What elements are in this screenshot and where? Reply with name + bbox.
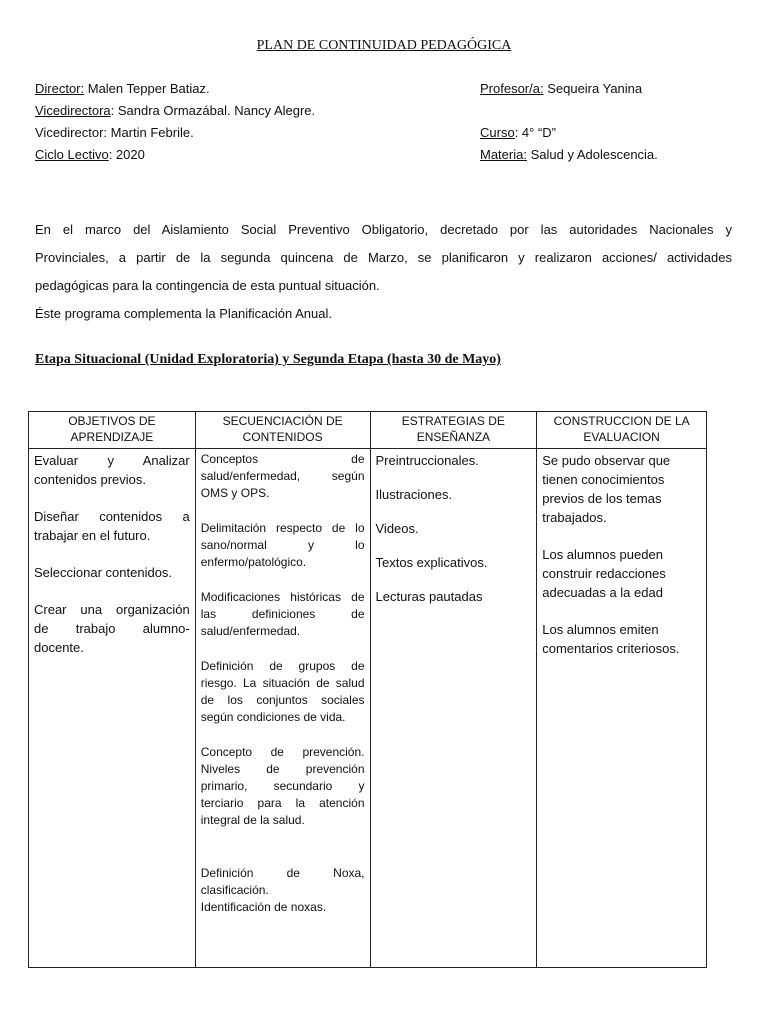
vicedirector-line: Vicedirector: Martin Febrile. (35, 125, 194, 140)
estrategia-item: Ilustraciones. (375, 487, 453, 502)
header-objetivos (29, 412, 196, 449)
estrategia-item: Textos explicativos. (375, 555, 488, 570)
intro-line-4: Éste programa complementa la Planificación Anual. (35, 306, 332, 321)
intro-line-2: Provinciales, a partir de la segunda quincena de Marzo, se planificaron y realizaron acciones/ actividades (35, 250, 732, 265)
contenido-line: salud/enfermedad, según (200, 469, 365, 483)
cell-contenidos (195, 449, 370, 968)
cell-estrategias (370, 449, 537, 968)
table-header-row (29, 412, 707, 449)
objetivo-item (34, 451, 190, 489)
header-objetivos-l1: OBJETIVOS DE (68, 414, 156, 428)
objetivo-line: Diseñar contenidos a (34, 509, 190, 524)
objetivo-line: de trabajo alumno- (34, 621, 190, 636)
header-estrategias (370, 412, 537, 449)
evaluacion-item (542, 545, 701, 602)
header-objetivos-l2: APRENDIZAJE (70, 430, 154, 444)
table-body-row (29, 449, 707, 968)
objetivo-item (34, 563, 190, 582)
header-evaluacion-l2: EVALUACION (583, 430, 660, 444)
evaluacion-line: Los alumnos pueden (542, 547, 663, 562)
contenido-line: terciario para la atención (200, 796, 365, 810)
evaluacion-item (542, 451, 701, 527)
contenido-item (201, 451, 365, 502)
director-line (35, 81, 210, 97)
director-label: Director: (35, 81, 85, 96)
ciclo-label: Ciclo Lectivo (35, 147, 109, 162)
contenido-line: Delimitación respecto de lo (200, 521, 365, 535)
estrategia-item: Preintruccionales. (375, 453, 479, 468)
objetivo-item (34, 600, 190, 657)
contenido-line: las definiciones de (200, 607, 365, 621)
director-value: Malen Tepper Batiaz. (84, 81, 210, 96)
evaluacion-item (542, 620, 701, 658)
header-evaluacion (537, 412, 707, 449)
vicedirectora-value: : Sandra Ormazábal. Nancy Alegre. (110, 103, 316, 118)
evaluacion-line: adecuadas a la edad (542, 585, 663, 600)
evaluacion-line: Se pudo observar que (542, 453, 671, 468)
evaluacion-line: comentarios criteriosos. (542, 641, 680, 656)
vicedirectora-label: Vicedirectora (35, 103, 111, 118)
contenido-line: Niveles de prevención (200, 762, 365, 776)
contenido-item (201, 744, 365, 829)
header-contenidos-l2: CONTENIDOS (242, 430, 323, 444)
objetivo-line: Evaluar y Analizar (34, 453, 190, 468)
ciclo-lectivo-line (35, 147, 145, 163)
plan-table (28, 411, 707, 968)
profesor-line (480, 81, 642, 97)
estrategia-item: Lecturas pautadas (375, 589, 483, 604)
contenido-line: de los conjuntos sociales (200, 693, 365, 707)
contenido-item (201, 589, 365, 640)
ciclo-value: : 2020 (108, 147, 145, 162)
estrategia-item: Videos. (375, 521, 419, 536)
profesor-label: Profesor/a: (480, 81, 544, 96)
header-contenidos (195, 412, 370, 449)
section-title: Etapa Situacional (Unidad Exploratoria) y Segunda Etapa (hasta 30 de Mayo) (35, 352, 501, 367)
evaluacion-line: tienen conocimientos (542, 472, 665, 487)
contenido-line: Identificación de noxas. (200, 900, 327, 914)
intro-line-1: En el marco del Aislamiento Social Preventivo Obligatorio, decretado por las autoridades Nacionales y (35, 222, 732, 237)
contenido-line: OMS y OPS. (200, 486, 270, 500)
contenido-line: sano/normal y lo (200, 538, 365, 552)
contenido-item (201, 520, 365, 571)
cell-evaluacion (537, 449, 707, 968)
vicedirectora-line (35, 103, 315, 119)
contenido-line: riesgo. La situación de salud (200, 676, 365, 690)
contenido-line: Definición de grupos de (200, 659, 365, 673)
evaluacion-line: Los alumnos emiten (542, 622, 659, 637)
contenido-line: salud/enfermedad. (200, 624, 301, 638)
curso-line (480, 125, 556, 141)
objetivo-line: contenidos previos. (34, 472, 147, 487)
intro-line-3: pedagógicas para la contingencia de esta puntual situación. (35, 278, 380, 293)
header-evaluacion-l1: CONSTRUCCION DE LA (553, 414, 690, 428)
cell-objetivos (29, 449, 196, 968)
evaluacion-line: trabajados. (542, 510, 607, 525)
contenido-line: según condiciones de vida. (200, 710, 346, 724)
header-estrategias-l2: ENSEÑANZA (416, 430, 491, 444)
curso-label: Curso (480, 125, 515, 140)
objetivo-line: docente. (34, 640, 84, 655)
contenido-line: Modificaciones históricas de (200, 590, 365, 604)
materia-value: Salud y Adolescencia. (526, 147, 658, 162)
contenido-line: Concepto de prevención. (200, 745, 365, 759)
contenido-item (201, 865, 365, 916)
contenido-line: primario, secundario y (200, 779, 365, 793)
contenido-line: integral de la salud. (200, 813, 305, 827)
header-estrategias-l1: ESTRATEGIAS DE (401, 414, 505, 428)
materia-line (480, 147, 658, 163)
header-contenidos-l1: SECUENCIACIÓN DE (222, 414, 343, 428)
contenido-line: clasificación. (200, 883, 269, 897)
profesor-value: Sequeira Yanina (543, 81, 643, 96)
objetivo-line: Crear una organización (34, 602, 190, 617)
contenido-line: Conceptos de (200, 452, 365, 466)
contenido-item (201, 658, 365, 726)
document-title: PLAN DE CONTINUIDAD PEDAGÓGICA (256, 38, 512, 53)
objetivo-line: trabajar en el futuro. (34, 528, 151, 543)
contenido-line: enfermo/patológico. (200, 555, 307, 569)
materia-label: Materia: (480, 147, 527, 162)
curso-value: : 4° “D” (514, 125, 556, 140)
evaluacion-line: construir redacciones (542, 566, 666, 581)
evaluacion-line: previos de los temas (542, 491, 662, 506)
objetivo-line: Seleccionar contenidos. (34, 565, 173, 580)
contenido-line: Definición de Noxa, (200, 866, 365, 880)
objetivo-item (34, 507, 190, 545)
